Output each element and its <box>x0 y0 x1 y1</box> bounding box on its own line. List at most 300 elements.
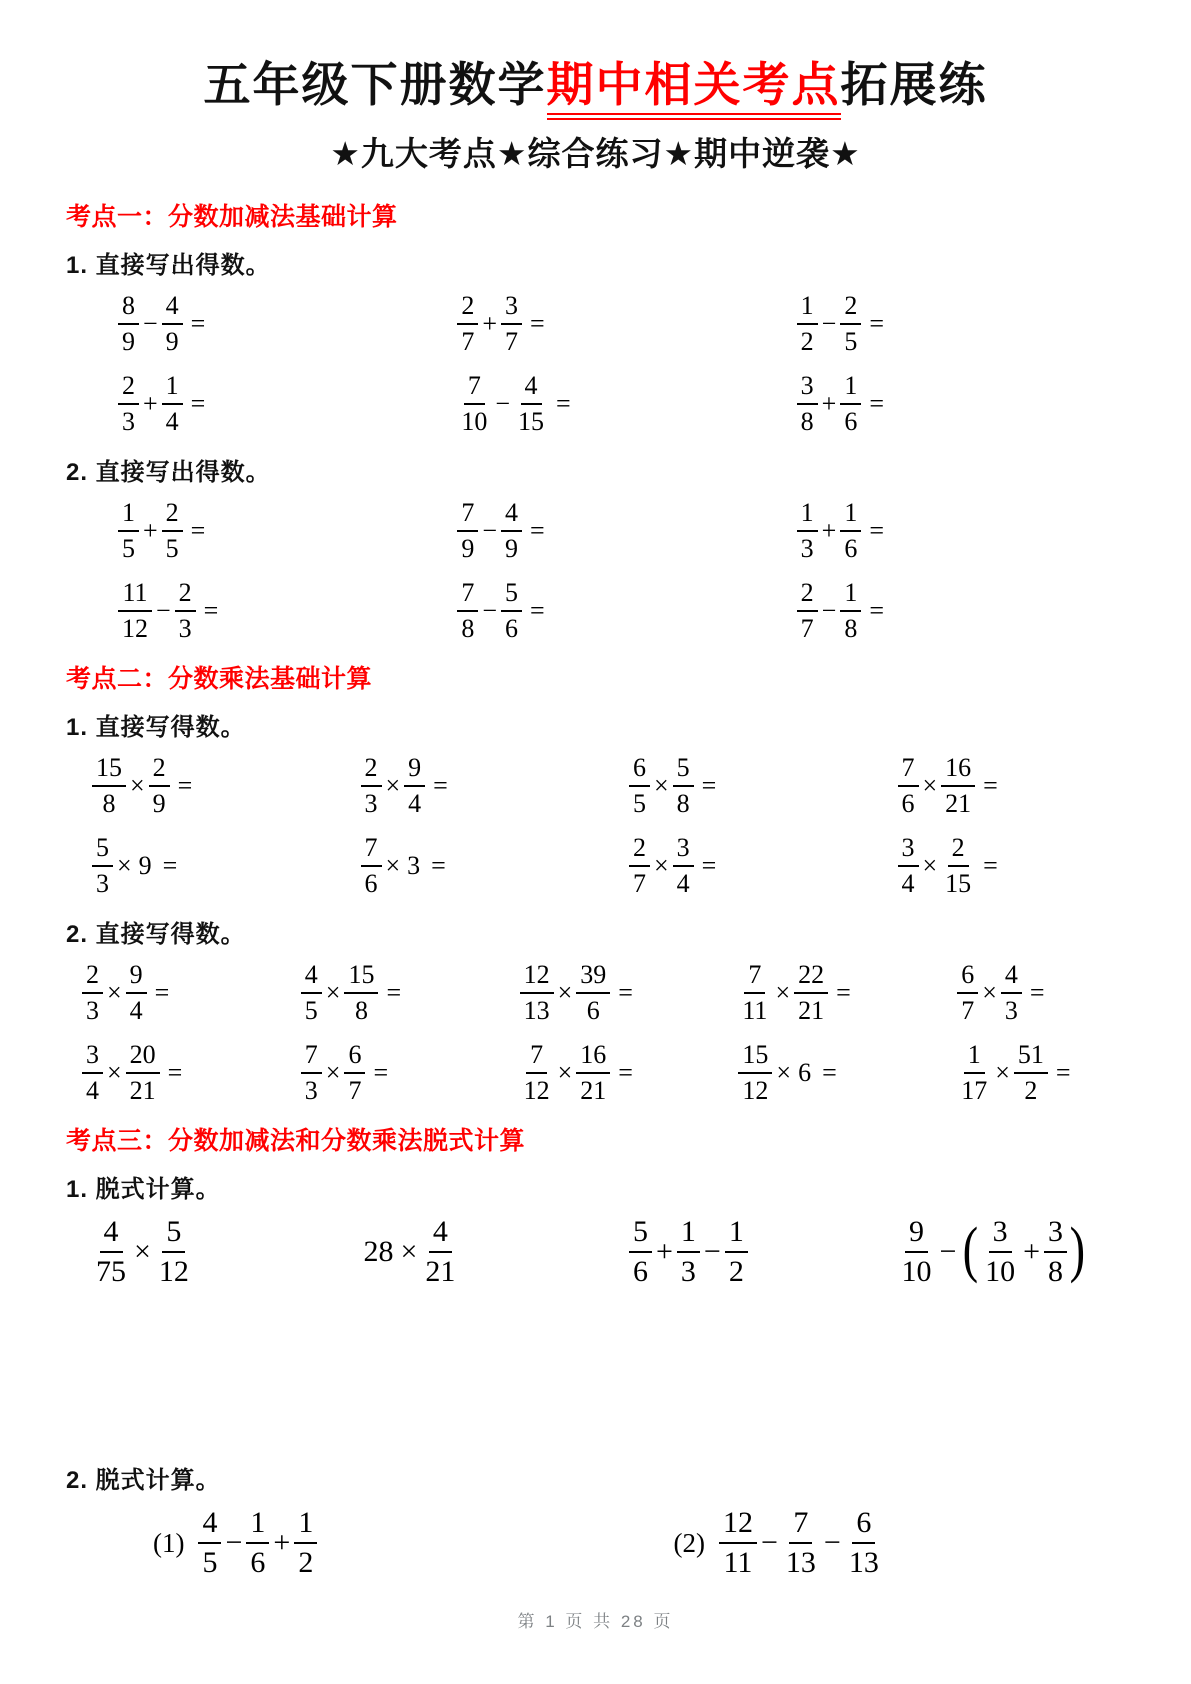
numerator: 12 <box>719 1507 757 1544</box>
operator: − <box>761 1526 778 1560</box>
numerator: 1 <box>162 372 183 405</box>
fraction <box>301 1041 322 1105</box>
numerator: 7 <box>464 372 485 405</box>
operator: + <box>821 516 837 546</box>
denominator: 8 <box>676 789 690 819</box>
numerator: 12 <box>520 961 554 994</box>
denominator: 9 <box>122 327 135 357</box>
problem <box>629 834 898 898</box>
denominator: 13 <box>523 996 550 1026</box>
operator: = <box>618 978 633 1008</box>
integer: 6 <box>798 1058 812 1088</box>
numerator: 22 <box>794 961 828 994</box>
problem <box>92 1216 361 1288</box>
numerator: 6 <box>957 961 978 994</box>
fraction <box>898 754 919 818</box>
fraction <box>82 961 103 1025</box>
fraction <box>118 579 152 643</box>
numerator: 2 <box>797 579 818 612</box>
numerator: 15 <box>344 961 378 994</box>
numerator: 39 <box>576 961 610 994</box>
operator: × <box>654 851 669 881</box>
part-label: 1. 直接写出得数。 <box>66 252 271 280</box>
fraction <box>957 961 978 1025</box>
section-heading: 考点三：分数加减法和分数乘法脱式计算 <box>66 1127 526 1156</box>
denominator: 11 <box>723 1546 753 1580</box>
problem <box>92 754 361 818</box>
operator: − <box>143 309 158 339</box>
problem <box>150 1507 671 1579</box>
fraction <box>1044 1216 1067 1288</box>
numerator: 4 <box>162 292 183 325</box>
problem <box>361 1216 630 1288</box>
fraction <box>162 499 183 563</box>
operator: = <box>177 771 193 801</box>
problem-row <box>0 754 1191 818</box>
denominator: 5 <box>844 327 858 357</box>
fraction <box>301 961 322 1025</box>
denominator: 6 <box>586 996 600 1026</box>
fraction <box>794 961 828 1025</box>
problem <box>457 579 796 643</box>
denominator: 4 <box>408 789 422 819</box>
denominator: 3 <box>122 407 135 437</box>
operator: = <box>431 851 446 881</box>
operator: = <box>203 596 219 626</box>
operator: = <box>1055 1058 1071 1088</box>
operator: × <box>117 851 132 881</box>
numerator: 7 <box>789 1507 812 1544</box>
operator: = <box>869 596 884 626</box>
numerator: 1 <box>246 1507 269 1544</box>
numerator: 3 <box>898 834 919 867</box>
denominator: 21 <box>425 1255 456 1289</box>
numerator: 5 <box>92 834 113 867</box>
fraction <box>457 499 478 563</box>
numerator: 16 <box>941 754 975 787</box>
problem <box>118 292 457 356</box>
fraction <box>898 1216 936 1288</box>
operator: = <box>1029 978 1045 1008</box>
fraction <box>92 754 126 818</box>
fraction <box>673 754 694 818</box>
denominator: 3 <box>1004 996 1018 1026</box>
fraction <box>797 292 818 356</box>
integer: 9 <box>138 851 152 881</box>
numerator: 5 <box>673 754 694 787</box>
fraction <box>520 1041 554 1105</box>
numerator: 1 <box>677 1216 700 1253</box>
numerator: 1 <box>294 1507 317 1544</box>
section-heading: 考点一：分数加减法基础计算 <box>66 203 398 232</box>
denominator: 3 <box>86 996 99 1026</box>
numerator: 1 <box>725 1216 748 1253</box>
problem <box>898 834 1167 898</box>
denominator: 21 <box>798 996 825 1026</box>
numerator: 4 <box>429 1216 452 1253</box>
denominator: 2 <box>1024 1076 1038 1106</box>
denominator: 6 <box>250 1546 266 1580</box>
part-label: 1. 脱式计算。 <box>66 1176 221 1204</box>
integer: 3 <box>407 851 421 881</box>
operator: × <box>922 851 938 881</box>
numerator: 3 <box>1044 1216 1067 1253</box>
operator: − <box>482 596 497 626</box>
problem-row <box>0 834 1191 898</box>
numerator: 5 <box>162 1216 185 1253</box>
operator: = <box>869 516 884 546</box>
problem-row <box>0 1216 1191 1288</box>
numerator: 2 <box>149 754 170 787</box>
fraction <box>501 499 522 563</box>
numerator: 3 <box>989 1216 1012 1253</box>
fraction <box>92 834 113 898</box>
denominator: 7 <box>800 614 814 644</box>
operator: × <box>775 978 791 1008</box>
denominator: 11 <box>742 996 768 1026</box>
fraction <box>576 961 610 1025</box>
problem <box>797 292 1136 356</box>
numerator: 8 <box>118 292 139 325</box>
numerator: 3 <box>82 1041 103 1074</box>
numerator: 51 <box>1014 1041 1048 1074</box>
operator: × <box>130 771 145 801</box>
operator: = <box>190 389 206 419</box>
denominator: 8 <box>102 789 116 819</box>
part-label: 2. 直接写得数。 <box>66 921 246 949</box>
denominator: 9 <box>461 534 475 564</box>
numerator: 2 <box>118 372 139 405</box>
operator: × <box>325 1058 341 1088</box>
operator: = <box>167 1058 183 1088</box>
numerator: 15 <box>738 1041 772 1074</box>
operator: − <box>821 596 837 626</box>
denominator: 6 <box>364 869 378 899</box>
denominator: 3 <box>96 869 109 899</box>
problem-number: (1) <box>153 1527 185 1558</box>
title-text-left: 五年级下册数学 <box>203 58 547 111</box>
numerator: 4 <box>1001 961 1022 994</box>
fraction <box>294 1507 317 1579</box>
denominator: 5 <box>304 996 318 1026</box>
fraction <box>457 292 478 356</box>
denominator: 2 <box>298 1546 314 1580</box>
fraction <box>738 961 771 1025</box>
numerator: 4 <box>501 499 522 532</box>
denominator: 8 <box>1048 1255 1063 1289</box>
denominator: 7 <box>505 327 518 357</box>
denominator: 21 <box>945 789 972 819</box>
operator: = <box>983 851 998 881</box>
fraction <box>126 1041 160 1105</box>
operator: × <box>557 1058 573 1088</box>
problem-row <box>0 961 1191 1025</box>
problem <box>301 961 520 1025</box>
denominator: 5 <box>202 1546 218 1580</box>
operator: = <box>530 309 545 339</box>
fraction <box>845 1507 883 1579</box>
operator: + <box>143 516 158 546</box>
fraction <box>898 834 919 898</box>
denominator: 6 <box>901 789 915 819</box>
page-subtitle: ★九大考点★综合练习★期中逆袭★ <box>330 135 861 173</box>
numerator: 5 <box>501 579 522 612</box>
problem <box>118 499 457 563</box>
numerator: 20 <box>126 1041 160 1074</box>
numerator: 2 <box>162 499 183 532</box>
numerator: 3 <box>501 292 522 325</box>
fraction <box>155 1216 193 1288</box>
denominator: 10 <box>985 1255 1016 1289</box>
fraction <box>520 961 554 1025</box>
operator: = <box>869 389 884 419</box>
operator: − <box>156 596 171 626</box>
numerator: 7 <box>898 754 919 787</box>
operator: + <box>1023 1235 1040 1269</box>
fraction <box>840 372 861 436</box>
numerator: 4 <box>198 1507 221 1544</box>
denominator: 10 <box>901 1255 932 1289</box>
numerator: 2 <box>82 961 103 994</box>
part-label: 1. 直接写得数。 <box>66 714 246 742</box>
operator: = <box>373 1058 389 1088</box>
operator: = <box>983 771 998 801</box>
numerator: 7 <box>457 579 478 612</box>
denominator: 4 <box>901 869 915 899</box>
denominator: 9 <box>505 534 518 564</box>
numerator: 7 <box>301 1041 322 1074</box>
problem <box>738 961 957 1025</box>
fraction <box>1001 961 1022 1025</box>
operator: × <box>107 1058 122 1088</box>
operator: = <box>701 851 717 881</box>
problem <box>629 754 898 818</box>
numerator: 1 <box>840 372 861 405</box>
operator: + <box>656 1235 673 1269</box>
denominator: 10 <box>461 407 488 437</box>
fraction <box>118 292 139 356</box>
denominator: 15 <box>945 869 972 899</box>
operator: = <box>836 978 851 1008</box>
fraction <box>719 1507 757 1579</box>
problem <box>118 579 457 643</box>
denominator: 6 <box>844 407 858 437</box>
integer: 28 <box>363 1235 394 1269</box>
fraction <box>629 754 650 818</box>
operator: + <box>821 389 837 419</box>
operator: × <box>557 978 573 1008</box>
denominator: 13 <box>785 1546 816 1580</box>
fraction <box>118 499 139 563</box>
page-number-footer: 第 1 页 共 28 页 <box>517 1612 674 1631</box>
numerator: 4 <box>100 1216 123 1253</box>
numerator: 1 <box>118 499 139 532</box>
fraction <box>421 1216 459 1288</box>
numerator: 2 <box>840 292 861 325</box>
fraction <box>981 1216 1019 1288</box>
denominator: 9 <box>165 327 179 357</box>
operator: − <box>823 1526 841 1560</box>
fraction <box>840 579 861 643</box>
section-heading: 考点二：分数乘法基础计算 <box>66 665 373 694</box>
numerator: 16 <box>576 1041 610 1074</box>
operator: × <box>922 771 938 801</box>
operator: = <box>386 978 402 1008</box>
problem: $\frac{9}{10}$ − ( $\frac{3}{10}$ + $\frac{3}{8}$ ) <box>898 1216 1167 1288</box>
fraction <box>246 1507 269 1579</box>
fraction <box>957 1041 991 1105</box>
problem <box>82 1041 301 1105</box>
denominator: 4 <box>86 1076 99 1106</box>
problem <box>738 1041 957 1105</box>
numerator: 2 <box>948 834 969 867</box>
operator: = <box>162 851 178 881</box>
denominator: 12 <box>742 1076 769 1106</box>
operator: × <box>654 771 669 801</box>
denominator: 12 <box>158 1255 189 1289</box>
numerator: 2 <box>457 292 478 325</box>
operator: = <box>530 516 545 546</box>
fraction <box>344 1041 365 1105</box>
operator: = <box>869 309 884 339</box>
denominator: 4 <box>676 869 690 899</box>
denominator: 3 <box>680 1255 696 1289</box>
fraction <box>840 499 861 563</box>
operator: × <box>400 1235 418 1269</box>
fraction <box>629 834 650 898</box>
operator: = <box>530 596 545 626</box>
operator: = <box>190 516 206 546</box>
numerator: 6 <box>344 1041 365 1074</box>
numerator: 4 <box>301 961 322 994</box>
numerator: 2 <box>629 834 650 867</box>
denominator: 3 <box>178 614 192 644</box>
numerator: 3 <box>797 372 818 405</box>
denominator: 13 <box>848 1546 879 1580</box>
problem <box>629 1216 898 1288</box>
fraction <box>725 1216 748 1288</box>
fraction <box>361 834 382 898</box>
numerator: 7 <box>526 1041 547 1074</box>
denominator: 5 <box>122 534 135 564</box>
fraction <box>198 1507 221 1579</box>
operator: × <box>995 1058 1010 1088</box>
numerator: 15 <box>92 754 126 787</box>
problem <box>520 961 739 1025</box>
denominator: 8 <box>354 996 368 1026</box>
fraction <box>126 961 147 1025</box>
part-label: 2. 直接写出得数。 <box>66 459 271 487</box>
numerator: 9 <box>126 961 147 994</box>
operator: = <box>822 1058 837 1088</box>
denominator: 7 <box>348 1076 362 1106</box>
denominator: 7 <box>461 327 475 357</box>
fraction <box>738 1041 772 1105</box>
fraction <box>344 961 378 1025</box>
operator: = <box>190 309 206 339</box>
fraction <box>797 372 818 436</box>
operator: × <box>134 1235 151 1269</box>
problem <box>82 961 301 1025</box>
denominator: 4 <box>129 996 143 1026</box>
fraction <box>941 834 975 898</box>
operator: + <box>143 389 158 419</box>
denominator: 5 <box>633 789 646 819</box>
numerator: 7 <box>744 961 765 994</box>
fraction <box>162 292 183 356</box>
numerator: 7 <box>457 499 478 532</box>
numerator: 6 <box>852 1507 875 1544</box>
denominator: 8 <box>800 407 814 437</box>
operator: × <box>385 771 401 801</box>
denominator: 12 <box>122 614 148 644</box>
problem <box>797 372 1136 436</box>
fraction <box>118 372 139 436</box>
problem <box>457 499 796 563</box>
operator: − <box>495 389 510 419</box>
numerator: 9 <box>404 754 425 787</box>
numerator: 2 <box>361 754 382 787</box>
fraction <box>797 499 818 563</box>
fraction <box>629 1216 652 1288</box>
denominator: 17 <box>961 1076 988 1106</box>
denominator: 6 <box>844 534 858 564</box>
fraction <box>457 372 491 436</box>
denominator: 3 <box>304 1076 318 1106</box>
page-title <box>0 58 1191 112</box>
operator: = <box>154 978 170 1008</box>
denominator: 6 <box>633 1255 648 1289</box>
operator: = <box>433 771 448 801</box>
fraction <box>457 579 478 643</box>
problem <box>520 1041 739 1105</box>
numerator: 1 <box>797 499 818 532</box>
problem <box>957 1041 1176 1105</box>
title-text-right: 拓展练 <box>840 58 988 111</box>
problem <box>957 961 1176 1025</box>
problem <box>671 1507 1151 1579</box>
numerator: 11 <box>118 579 151 612</box>
operator: + <box>482 309 497 339</box>
numerator: 6 <box>629 754 650 787</box>
problem <box>457 372 796 436</box>
operator: × <box>776 1058 792 1088</box>
problem-number: (2) <box>673 1527 705 1558</box>
title-text-highlight: 期中相关考点 <box>547 58 841 120</box>
fraction <box>501 292 522 356</box>
operator: × <box>982 978 997 1008</box>
denominator: 12 <box>523 1076 550 1106</box>
denominator: 75 <box>96 1255 126 1289</box>
operator: − <box>821 309 837 339</box>
problem <box>361 754 630 818</box>
denominator: 2 <box>800 327 814 357</box>
problem <box>92 834 361 898</box>
fraction <box>82 1041 103 1105</box>
denominator: 9 <box>152 789 166 819</box>
denominator: 6 <box>505 614 518 644</box>
fraction <box>162 372 183 436</box>
denominator: 3 <box>364 789 378 819</box>
fraction <box>677 1216 700 1288</box>
denominator: 7 <box>961 996 975 1026</box>
numerator: 5 <box>629 1216 652 1253</box>
operator: − <box>482 516 497 546</box>
problem <box>361 834 630 898</box>
denominator: 7 <box>633 869 646 899</box>
fraction <box>797 579 818 643</box>
fraction <box>149 754 170 818</box>
